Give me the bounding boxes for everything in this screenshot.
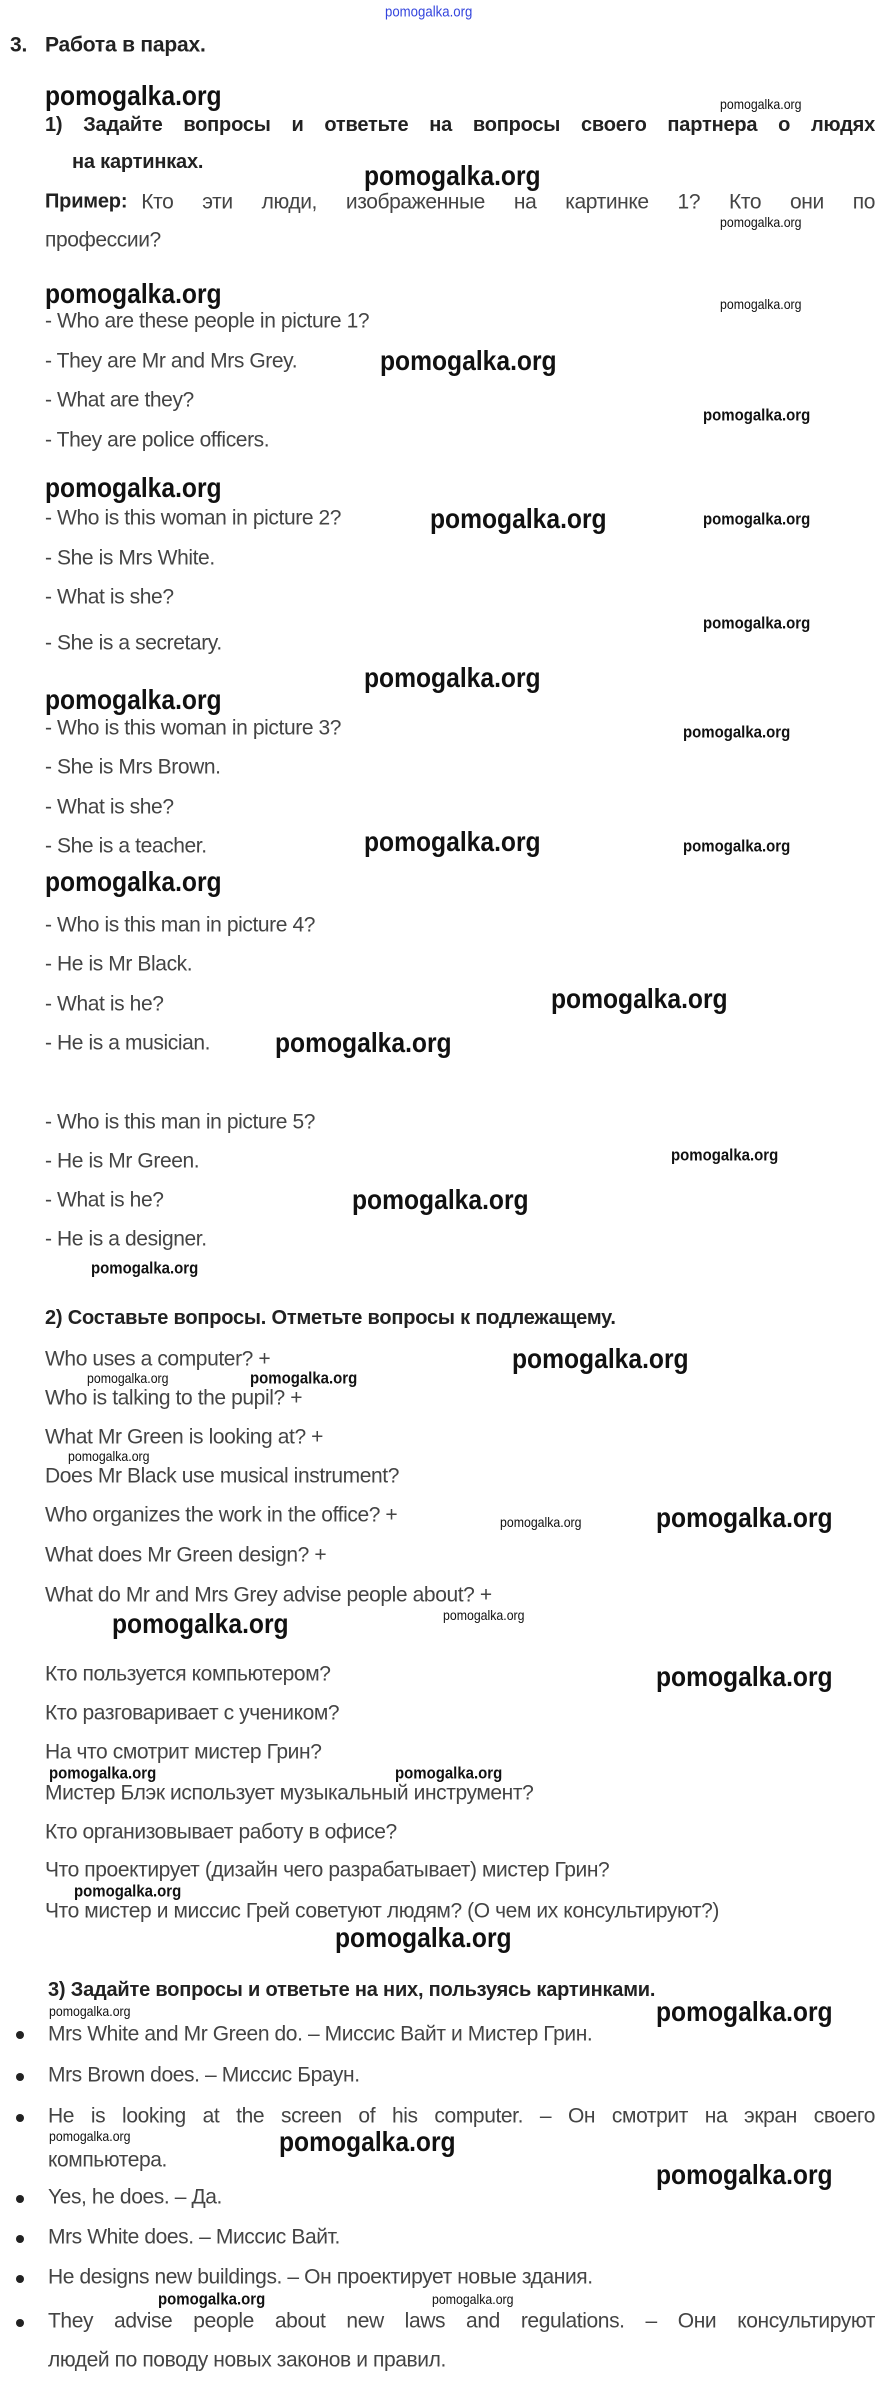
question-en: What Mr Green is looking at? + — [45, 1425, 324, 1449]
dialogue-line: - What are they? — [45, 388, 194, 412]
question-en: Does Mr Black use musical instrument? — [45, 1464, 399, 1488]
watermark: pomogalka.org — [45, 80, 222, 111]
watermark: pomogalka.org — [45, 684, 222, 715]
question-ru: Что мистер и миссис Грей советуют людям? (О чем их консультируют?) — [45, 1899, 719, 1923]
answer-item: Yes, he does. – Да. — [48, 2185, 222, 2209]
bullet-icon — [16, 2114, 24, 2122]
answer-item-cont: людей по поводу новых законов и правил. — [48, 2348, 446, 2372]
dialogue-line: - What is he? — [45, 1188, 164, 1212]
watermark: pomogalka.org — [68, 1448, 150, 1464]
watermark: pomogalka.org — [683, 722, 791, 742]
watermark: pomogalka.org — [656, 1661, 833, 1692]
watermark: pomogalka.org — [512, 1343, 689, 1374]
watermark: pomogalka.org — [395, 1763, 503, 1783]
example-text: Кто эти люди, изображенные на картинке 1? Кто они по — [141, 190, 875, 214]
answer-item: They advise people about new laws and regulations. – Они консультируют — [48, 2309, 875, 2333]
watermark: pomogalka.org — [87, 1370, 169, 1386]
question-ru: На что смотрит мистер Грин? — [45, 1740, 322, 1764]
dialogue-line: - She is Mrs Brown. — [45, 755, 221, 779]
example-label: Пример: — [45, 190, 128, 213]
answer-item: Mrs Brown does. – Миссис Браун. — [48, 2063, 360, 2087]
watermark: pomogalka.org — [443, 1607, 525, 1623]
question-en: Who uses a computer? + — [45, 1347, 271, 1371]
question-ru: Кто разговаривает с учеником? — [45, 1701, 340, 1725]
watermark: pomogalka.org — [158, 2289, 266, 2309]
top-watermark: pomogalka.org — [385, 3, 473, 21]
watermark: pomogalka.org — [656, 1502, 833, 1533]
watermark: pomogalka.org — [703, 509, 811, 529]
task-title: Работа в парах. — [45, 33, 206, 57]
bullet-icon — [16, 2275, 24, 2283]
watermark: pomogalka.org — [430, 503, 607, 534]
part3-heading: 3) Задайте вопросы и ответьте на них, пользуясь картинками. — [48, 1979, 656, 2001]
bullet-icon — [16, 2319, 24, 2327]
dialogue-line: - What is she? — [45, 585, 174, 609]
watermark: pomogalka.org — [364, 826, 541, 857]
answer-item: Mrs White does. – Миссис Вайт. — [48, 2225, 340, 2249]
watermark: pomogalka.org — [352, 1184, 529, 1215]
watermark: pomogalka.org — [500, 1514, 582, 1530]
watermark: pomogalka.org — [49, 1763, 157, 1783]
watermark: pomogalka.org — [656, 1996, 833, 2027]
watermark: pomogalka.org — [683, 836, 791, 856]
watermark: pomogalka.org — [364, 662, 541, 693]
watermark: pomogalka.org — [551, 983, 728, 1014]
answer-item: He is looking at the screen of his computer. – Он смотрит на экран своего — [48, 2104, 875, 2128]
dialogue-line: - Who are these people in picture 1? — [45, 309, 370, 333]
question-ru: Что проектирует (дизайн чего разрабатывает) мистер Грин? — [45, 1858, 610, 1882]
question-en: Who is talking to the pupil? + — [45, 1386, 303, 1410]
question-ru: Кто организовывает работу в офисе? — [45, 1820, 397, 1844]
watermark: pomogalka.org — [380, 345, 557, 376]
watermark: pomogalka.org — [671, 1145, 779, 1165]
question-ru: Кто пользуется компьютером? — [45, 1662, 331, 1686]
question-en: What does Mr Green design? + — [45, 1543, 327, 1567]
watermark: pomogalka.org — [275, 1027, 452, 1058]
bullet-icon — [16, 2235, 24, 2243]
question-ru: Мистер Блэк использует музыкальный инструмент? — [45, 1781, 534, 1805]
watermark: pomogalka.org — [112, 1608, 289, 1639]
watermark: pomogalka.org — [279, 2126, 456, 2157]
watermark: pomogalka.org — [720, 214, 802, 230]
watermark: pomogalka.org — [335, 1922, 512, 1953]
watermark: pomogalka.org — [364, 160, 541, 191]
dialogue-line: - Who is this woman in picture 3? — [45, 716, 342, 740]
watermark: pomogalka.org — [74, 1881, 182, 1901]
dialogue-line: - She is Mrs White. — [45, 546, 215, 570]
question-en: What do Mr and Mrs Grey advise people about? + — [45, 1583, 492, 1607]
watermark: pomogalka.org — [656, 2159, 833, 2190]
dialogue-line: - She is a teacher. — [45, 834, 207, 858]
example-line — [45, 192, 875, 213]
dialogue-line: - Who is this man in picture 5? — [45, 1110, 316, 1134]
watermark: pomogalka.org — [720, 296, 802, 312]
bullet-icon — [16, 2073, 24, 2081]
watermark: pomogalka.org — [49, 2003, 131, 2019]
dialogue-line: - What is he? — [45, 992, 164, 1016]
dialogue-line: - Who is this man in picture 4? — [45, 913, 316, 937]
dialogue-line: - She is a secretary. — [45, 631, 222, 655]
watermark: pomogalka.org — [250, 1368, 358, 1388]
watermark: pomogalka.org — [703, 405, 811, 425]
answer-item-cont: компьютера. — [48, 2148, 167, 2172]
question-en: Who organizes the work in the office? + — [45, 1503, 398, 1527]
dialogue-line: - He is Mr Green. — [45, 1149, 200, 1173]
answer-item: Mrs White and Mr Green do. – Миссис Вайт и Мистер Грин. — [48, 2022, 593, 2046]
watermark: pomogalka.org — [45, 472, 222, 503]
dialogue-line: - He is Mr Black. — [45, 952, 193, 976]
part1-heading: 1) Задайте вопросы и ответьте на вопросы своего партнера о людях — [45, 114, 875, 136]
bullet-icon — [16, 2031, 24, 2039]
part2-heading: 2) Составьте вопросы. Отметьте вопросы к подлежащему. — [45, 1307, 616, 1329]
bullet-icon — [16, 2195, 24, 2203]
watermark: pomogalka.org — [432, 2291, 514, 2307]
watermark: pomogalka.org — [720, 96, 802, 112]
dialogue-line: - They are police officers. — [45, 428, 270, 452]
watermark: pomogalka.org — [703, 613, 811, 633]
dialogue-line: - They are Mr and Mrs Grey. — [45, 349, 298, 373]
dialogue-line: - He is a designer. — [45, 1227, 207, 1251]
watermark: pomogalka.org — [45, 278, 222, 309]
dialogue-line: - What is she? — [45, 795, 174, 819]
watermark: pomogalka.org — [91, 1258, 199, 1278]
answer-item: He designs new buildings. – Он проектирует новые здания. — [48, 2265, 593, 2289]
part1-heading-cont: на картинках. — [72, 151, 204, 173]
example-text-cont: профессии? — [45, 228, 161, 252]
watermark: pomogalka.org — [49, 2128, 131, 2144]
watermark: pomogalka.org — [45, 866, 222, 897]
task-number: 3. — [10, 33, 28, 57]
dialogue-line: - Who is this woman in picture 2? — [45, 506, 342, 530]
dialogue-line: - He is a musician. — [45, 1031, 211, 1055]
